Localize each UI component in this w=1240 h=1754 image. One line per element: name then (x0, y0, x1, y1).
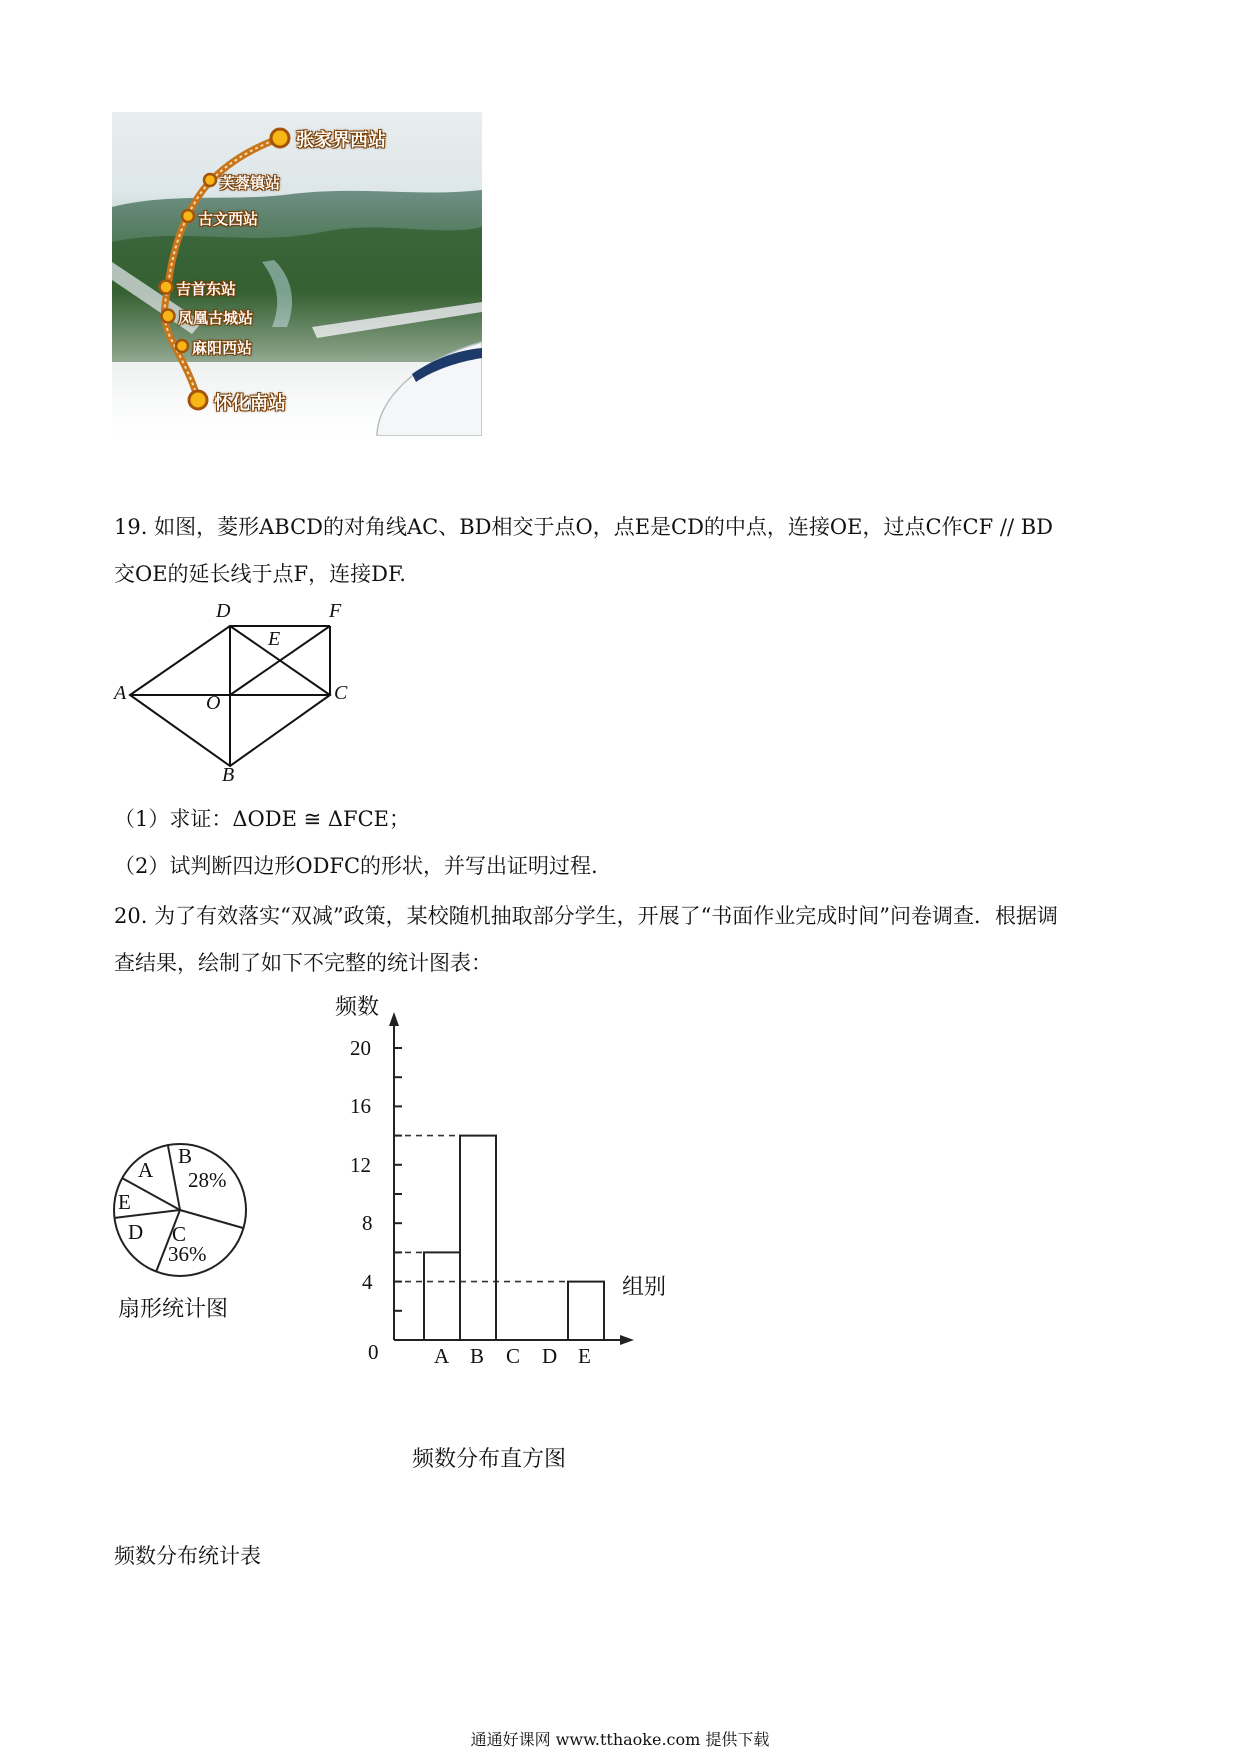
rhombus-figure (110, 600, 370, 790)
histogram-bar-E (568, 1282, 604, 1340)
histogram-svg (330, 990, 690, 1390)
q20-text-line1: 为了有效落实“双减”政策，某校随机抽取部分学生，开展了“书面作业完成时间”问卷调查．根据调 (154, 904, 1059, 928)
q19-line1 (114, 515, 1053, 539)
q20-line1 (114, 904, 1058, 928)
q19-text-line1: 如图，菱形ABCD的对角线AC、BD相交于点O，点E是CD的中点，连接OE，过点C作CF // BD (154, 515, 1053, 539)
pie-label-C: C (172, 1222, 187, 1246)
histogram-bar-A (424, 1252, 460, 1340)
railway-map-image (112, 112, 482, 436)
pie-percent-B: 28% (188, 1168, 227, 1192)
q19-number: 19. (114, 515, 148, 539)
station-label-furongzhen: 芙蓉镇站 (220, 174, 281, 192)
q20-number: 20. (114, 904, 148, 928)
q19-part2: （2）试判断四边形ODFC的形状，并写出证明过程. (114, 854, 598, 878)
histogram (330, 990, 690, 1470)
point-label-A: A (114, 682, 127, 704)
q19-part1: （1）求证：ΔODE ≅ ΔFCE； (114, 807, 410, 831)
q19-text-line2: 交OE的延长线于点F，连接DF. (114, 562, 406, 586)
x-axis-label: 组别 (622, 1275, 667, 1300)
pie-label-E: E (118, 1190, 131, 1214)
pie-chart (108, 1138, 258, 1288)
x-category-label-D: D (542, 1344, 558, 1368)
station-label-guwenxi: 古文西站 (198, 210, 259, 228)
x-category-label-B: B (470, 1344, 485, 1368)
q20-text-line2: 查结果，绘制了如下不完整的统计图表： (114, 951, 492, 975)
page-footer: 通通好课网 www.tthaoke.com 提供下载 (470, 1730, 770, 1749)
station-label-zhangjiajie: 张家界西站 (296, 130, 386, 151)
x-axis-arrow (620, 1335, 634, 1345)
x-category-label-A: A (434, 1344, 450, 1368)
x-category-label-E: E (578, 1344, 591, 1368)
point-label-E: E (268, 628, 281, 650)
pie-label-A: A (138, 1158, 154, 1182)
station-label-mayangxi: 麻阳西站 (192, 339, 253, 357)
pie-caption: 扇形统计图 (118, 1297, 229, 1322)
histogram-caption: 频数分布直方图 (412, 1447, 567, 1472)
y-tick-label: 8 (362, 1211, 373, 1236)
y-tick-label: 12 (350, 1152, 371, 1177)
point-label-C: C (334, 682, 348, 704)
x-category-label-C: C (506, 1344, 521, 1368)
table-caption: 频数分布统计表 (114, 1544, 261, 1568)
y-tick-label: 16 (350, 1094, 371, 1119)
point-label-D: D (216, 600, 231, 622)
station-label-huaihuanan: 怀化南站 (214, 393, 286, 414)
pie-label-D: D (128, 1220, 144, 1244)
point-label-O: O (206, 692, 221, 714)
station-label-jishoudong: 吉首东站 (176, 280, 237, 298)
origin-label: 0 (368, 1340, 379, 1364)
y-tick-label: 4 (362, 1269, 373, 1294)
point-label-B: B (222, 764, 235, 786)
y-axis-arrow (389, 1012, 399, 1026)
histogram-bar-B (460, 1136, 496, 1340)
y-axis-label: 频数 (335, 995, 380, 1020)
railway-map-background (112, 112, 482, 436)
pie-percent-C: 36% (168, 1242, 207, 1266)
pie-label-B: B (178, 1144, 193, 1168)
y-tick-label: 20 (350, 1036, 371, 1060)
rhombus-diagram (110, 600, 370, 790)
point-label-F: F (329, 600, 342, 622)
station-label-fenghuang: 凤凰古城站 (178, 309, 254, 327)
